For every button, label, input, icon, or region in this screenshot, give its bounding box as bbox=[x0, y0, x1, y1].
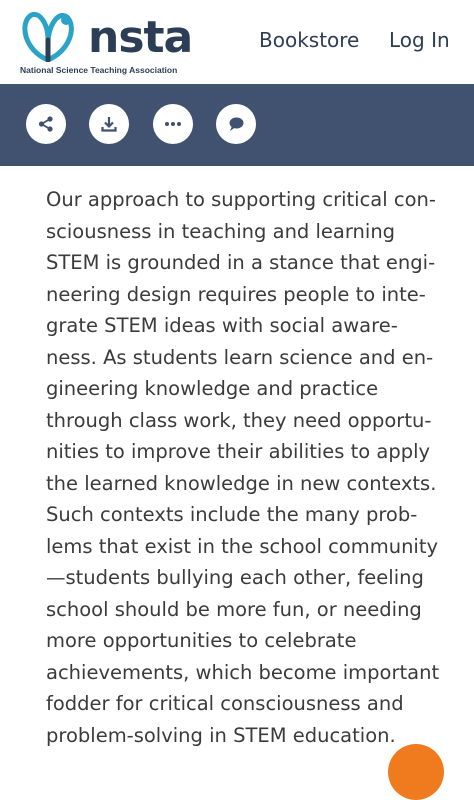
download-button[interactable] bbox=[89, 104, 129, 144]
logo-mark-icon bbox=[18, 10, 78, 62]
article-line: fodder for critical consciousness and bbox=[46, 692, 404, 715]
share-button[interactable] bbox=[26, 104, 66, 144]
article-line: Such contexts include the many prob- bbox=[46, 503, 418, 526]
logo-subtitle: National Science Teaching Association bbox=[20, 65, 178, 75]
article-line: lems that exist in the school community bbox=[46, 534, 439, 558]
site-header bbox=[0, 0, 474, 84]
floating-action-button[interactable] bbox=[388, 744, 444, 800]
nav-bookstore-link[interactable]: Bookstore bbox=[259, 28, 360, 52]
article-body bbox=[46, 184, 446, 751]
article-line: more opportunities to celebrate bbox=[46, 629, 357, 652]
article-line: school should be more fun, or needing bbox=[46, 597, 422, 621]
article-line: gineering knowledge and practice bbox=[46, 377, 379, 400]
share-icon bbox=[37, 115, 55, 133]
article-line: nities to improve their abilities to apply bbox=[46, 440, 431, 463]
comment-icon bbox=[227, 115, 245, 133]
article-line: achievements, which become important bbox=[46, 660, 440, 684]
article-line: ness. As students learn science and en- bbox=[46, 345, 434, 369]
article-line: problem-solving in STEM education. bbox=[46, 723, 396, 747]
article-line: neering design requires people to inte- bbox=[46, 282, 426, 306]
comment-button[interactable] bbox=[216, 104, 256, 144]
article-line: STEM is grounded in a stance that engi- bbox=[46, 251, 436, 274]
article-line: —students bullying each other, feeling bbox=[46, 566, 424, 589]
article-line: grate STEM ideas with social aware- bbox=[46, 314, 398, 337]
article-line: through class work, they need opportu- bbox=[46, 408, 432, 432]
more-icon bbox=[164, 121, 182, 127]
logo-wordmark: nsta bbox=[88, 12, 193, 63]
nav-login-link[interactable]: Log In bbox=[389, 28, 450, 52]
nsta-logo[interactable] bbox=[18, 10, 198, 76]
article-line: Our approach to supporting critical con- bbox=[46, 188, 436, 211]
more-options-button[interactable] bbox=[153, 104, 193, 144]
article-line: the learned knowledge in new contexts. bbox=[46, 471, 437, 495]
download-icon bbox=[100, 115, 118, 133]
article-line: sciousness in teaching and learning bbox=[46, 219, 396, 243]
article-action-bar bbox=[0, 84, 474, 166]
